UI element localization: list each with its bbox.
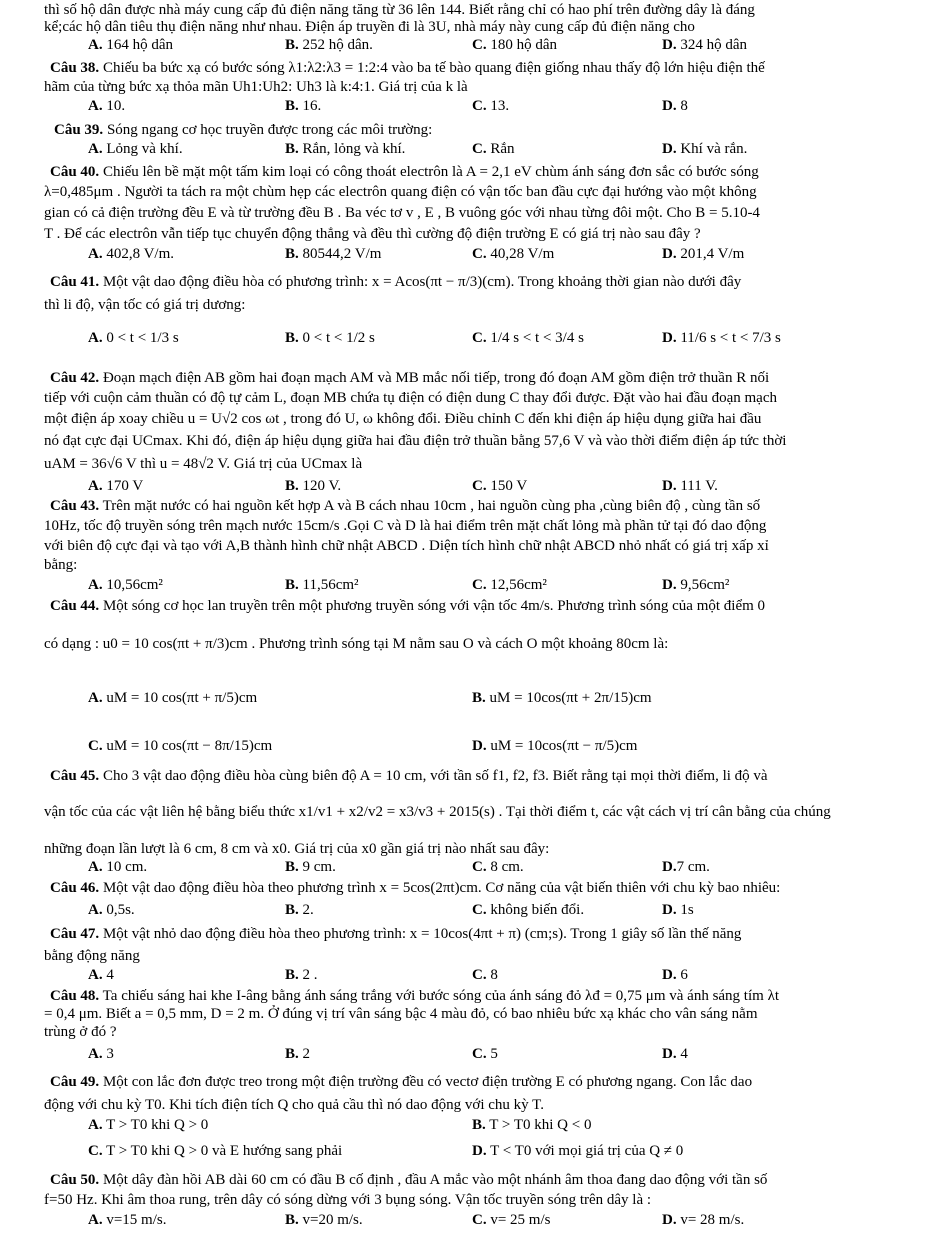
option-a[interactable] bbox=[88, 967, 114, 984]
option-b[interactable] bbox=[285, 141, 405, 158]
option-text: T > T0 khi Q > 0 và E hướng sang phải bbox=[102, 1143, 343, 1159]
option-a[interactable] bbox=[88, 690, 257, 707]
option-text: 12,56cm² bbox=[486, 577, 547, 593]
option-c[interactable] bbox=[472, 577, 547, 594]
option-letter: A. bbox=[88, 246, 103, 262]
question-text-line: gian có cả điện trường đều E và từ trường đều B . Ba véc tơ v , E , B vuông góc với nhau từng đôi một. Cho B = 5.10-4 bbox=[44, 205, 760, 221]
option-a[interactable] bbox=[88, 1212, 166, 1229]
option-letter: C. bbox=[472, 967, 487, 983]
option-letter: B. bbox=[472, 690, 486, 706]
question-text-line: với biên độ cực đại và tạo với A,B thành hình chữ nhật ABCD . Diện tích hình chữ nhật ABCD nhỏ nhất có giá trị xấp xỉ bbox=[44, 538, 769, 554]
option-d[interactable] bbox=[662, 37, 747, 54]
option-text: 16. bbox=[298, 98, 322, 114]
option-c[interactable] bbox=[472, 859, 524, 876]
question-text-line: kể;các hộ dân tiêu thụ điện năng như nhau. Điện áp truyền đi là 3U, nhà máy này cung cấp đủ điện năng cho bbox=[44, 19, 695, 35]
option-text: 2 bbox=[298, 1046, 311, 1062]
question-text-line: trùng ở đó ? bbox=[44, 1024, 117, 1040]
option-text: 13. bbox=[486, 98, 510, 114]
option-d[interactable] bbox=[662, 1212, 744, 1229]
option-a[interactable] bbox=[88, 330, 179, 347]
option-text: 170 V bbox=[102, 478, 144, 494]
question-text-line: tiếp với cuộn cảm thuần có độ tự cảm L, đoạn MB chứa tụ điện có điện dung C thay đổi được. Đặt vào hai đầu đoạn mạch bbox=[44, 390, 777, 406]
option-text: 402,8 V/m. bbox=[102, 246, 174, 262]
option-text: 324 hộ dân bbox=[676, 37, 748, 53]
option-letter: B. bbox=[285, 577, 299, 593]
option-text: 180 hộ dân bbox=[486, 37, 558, 53]
option-text: 11/6 s < t < 7/3 s bbox=[676, 330, 781, 346]
option-letter: A. bbox=[88, 478, 103, 494]
option-a[interactable] bbox=[88, 246, 174, 263]
question-number: Câu 46. bbox=[50, 880, 100, 896]
option-letter: C. bbox=[88, 1143, 103, 1159]
option-letter: C. bbox=[472, 1046, 487, 1062]
option-d[interactable] bbox=[472, 738, 637, 755]
option-text: 2 . bbox=[298, 967, 318, 983]
option-c[interactable] bbox=[472, 330, 584, 347]
option-c[interactable] bbox=[472, 1212, 550, 1229]
question-text: Ta chiếu sáng hai khe I-âng bằng ánh sáng trắng với bước sóng của ánh sáng đỏ λđ = 0,75 μm và ánh sáng tím λt bbox=[102, 988, 780, 1004]
option-letter: D. bbox=[472, 738, 487, 754]
option-c[interactable] bbox=[472, 1046, 498, 1063]
question-text-line: thì li độ, vận tốc có giá trị dương: bbox=[44, 297, 246, 313]
question-text: Trên mặt nước có hai nguồn kết hợp A và B cách nhau 10cm , hai nguồn cùng pha ,cùng biên độ , cùng tần số bbox=[102, 498, 761, 514]
option-text: v=15 m/s. bbox=[102, 1212, 167, 1228]
option-letter: B. bbox=[285, 859, 299, 875]
question-text-line bbox=[54, 122, 432, 139]
option-a[interactable] bbox=[88, 478, 143, 495]
question-number: Câu 43. bbox=[50, 498, 100, 514]
option-c[interactable] bbox=[472, 478, 527, 495]
option-d[interactable] bbox=[662, 246, 744, 263]
question-number: Câu 38. bbox=[50, 60, 100, 76]
option-text: 164 hộ dân bbox=[102, 37, 174, 53]
option-text: 111 V. bbox=[676, 478, 718, 494]
question-number: Câu 44. bbox=[50, 598, 100, 614]
option-letter: A. bbox=[88, 902, 103, 918]
question-text: Một con lắc đơn được treo trong một điện trường đều có vectơ điện trường E có phương ngang. Con lắc dao bbox=[102, 1074, 753, 1090]
option-d[interactable] bbox=[662, 902, 694, 919]
option-a[interactable] bbox=[88, 98, 125, 115]
option-letter: B. bbox=[285, 246, 299, 262]
option-letter: C. bbox=[472, 478, 487, 494]
question-text: Một vật dao động điều hòa theo phương trình x = 5cos(2πt)cm. Cơ năng của vật biến thiên với chu kỳ bao nhiêu: bbox=[102, 880, 781, 896]
option-b[interactable] bbox=[285, 859, 336, 876]
option-letter: D. bbox=[662, 902, 677, 918]
question-text-line: thì số hộ dân được nhà máy cung cấp đủ điện năng tăng từ 36 lên 144. Biết rằng chỉ có hao phí trên đường dây là đáng bbox=[44, 2, 755, 18]
option-d[interactable] bbox=[662, 967, 688, 984]
question-text-line: 10Hz, tốc độ truyền sóng trên mạch nước 15cm/s .Gọi C và D là hai điểm trên mặt chất lỏng mà phần tử tại đó dao động bbox=[44, 518, 767, 534]
option-letter: B. bbox=[285, 967, 299, 983]
question-text-line: một điện áp xoay chiều u = U√2 cos ωt , trong đó U, ω không đổi. Điều chỉnh C đến khi điện áp hiệu dụng giữa hai đầu bbox=[44, 411, 762, 427]
option-letter: A. bbox=[88, 859, 103, 875]
option-letter: C. bbox=[472, 37, 487, 53]
option-letter: B. bbox=[285, 478, 299, 494]
option-text: 0,5s. bbox=[102, 902, 135, 918]
option-text: 5 bbox=[486, 1046, 498, 1062]
option-c[interactable] bbox=[472, 37, 557, 54]
option-letter: D. bbox=[662, 1046, 677, 1062]
option-text: 252 hộ dân. bbox=[298, 37, 373, 53]
option-letter: C. bbox=[472, 859, 487, 875]
question-text-line: hãm của từng bức xạ thỏa mãn Uh1:Uh2: Uh3 là k:4:1. Giá trị của k là bbox=[44, 79, 468, 95]
option-text: 120 V. bbox=[298, 478, 342, 494]
question-number: Câu 39. bbox=[54, 122, 104, 138]
option-text: v= 25 m/s bbox=[486, 1212, 551, 1228]
question-text: Một sóng cơ học lan truyền trên một phương truyền sóng với vận tốc 4m/s. Phương trình sóng của một điểm 0 bbox=[102, 598, 766, 614]
option-letter: C. bbox=[472, 141, 487, 157]
question-text-line: f=50 Hz. Khi âm thoa rung, trên dây có sóng dừng với 3 bụng sóng. Vận tốc truyền sóng trên dây là : bbox=[44, 1192, 652, 1208]
option-letter: A. bbox=[88, 1046, 103, 1062]
option-letter: B. bbox=[285, 141, 299, 157]
option-b[interactable] bbox=[285, 1212, 363, 1229]
question-text: Chiếu ba bức xạ có bước sóng λ1:λ2:λ3 = 1:2:4 vào ba tế bào quang điện giống nhau thấy độ lớn hiệu điện thế bbox=[102, 60, 765, 76]
question-text-line: vận tốc của các vật liên hệ bằng biểu thức x1/v1 + x2/v2 = x3/v3 + 2015(s) . Tại thời điểm t, các vật cách vị trí cân bằng của chúng bbox=[44, 804, 831, 820]
option-a[interactable] bbox=[88, 902, 135, 919]
option-text: T > T0 khi Q > 0 bbox=[102, 1117, 209, 1133]
question-text-line bbox=[50, 498, 760, 515]
option-c[interactable] bbox=[472, 967, 498, 984]
option-b[interactable] bbox=[285, 330, 375, 347]
option-text: 3 bbox=[102, 1046, 114, 1062]
question-text-line: uAM = 36√6 V thì u = 48√2 V. Giá trị của UCmax là bbox=[44, 456, 363, 472]
question-text-line bbox=[50, 880, 780, 897]
question-text-line bbox=[50, 598, 765, 615]
option-letter: B. bbox=[285, 1212, 299, 1228]
option-letter: B. bbox=[285, 37, 299, 53]
option-text: T > T0 khi Q < 0 bbox=[485, 1117, 592, 1133]
question-number: Câu 41. bbox=[50, 274, 100, 290]
option-b[interactable] bbox=[285, 967, 318, 984]
question-text: Một vật dao động điều hòa có phương trình: x = Acos(πt − π/3)(cm). Trong khoảng thời gian nào dưới đây bbox=[102, 274, 742, 290]
option-d[interactable] bbox=[662, 577, 729, 594]
option-letter: A. bbox=[88, 1212, 103, 1228]
option-text: uM = 10cos(πt + 2π/15)cm bbox=[485, 690, 652, 706]
option-letter: B. bbox=[285, 98, 299, 114]
option-c[interactable] bbox=[88, 1143, 342, 1160]
option-letter: D. bbox=[662, 37, 677, 53]
question-number: Câu 50. bbox=[50, 1172, 100, 1188]
option-text: 0 < t < 1/2 s bbox=[298, 330, 375, 346]
option-text: 80544,2 V/m bbox=[298, 246, 382, 262]
option-c[interactable] bbox=[88, 738, 272, 755]
option-text: Rắn, lỏng và khí. bbox=[298, 141, 406, 157]
option-letter: C. bbox=[472, 246, 487, 262]
option-letter: D. bbox=[662, 141, 677, 157]
option-text: 150 V bbox=[486, 478, 528, 494]
question-text-line: có dạng : u0 = 10 cos(πt + π/3)cm . Phương trình sóng tại M nằm sau O và cách O một khoảng 80cm là: bbox=[44, 636, 669, 652]
option-text: 7 cm. bbox=[676, 859, 710, 875]
option-letter: A. bbox=[88, 690, 103, 706]
option-text: 4 bbox=[102, 967, 114, 983]
option-a[interactable] bbox=[88, 577, 163, 594]
option-text: 4 bbox=[676, 1046, 688, 1062]
question-text-line: động với chu kỳ T0. Khi tích điện tích Q cho quả cầu thì nó dao động với chu kỳ T. bbox=[44, 1097, 544, 1113]
option-text: 9 cm. bbox=[298, 859, 336, 875]
option-letter: B. bbox=[285, 902, 299, 918]
option-letter: D. bbox=[662, 478, 677, 494]
question-text-line bbox=[50, 1074, 752, 1091]
question-text: Một dây đàn hồi AB dài 60 cm có đầu B cố định , đầu A mắc vào một nhánh âm thoa đang dao động với tần số bbox=[102, 1172, 768, 1188]
question-text-line bbox=[50, 988, 779, 1005]
question-text-line bbox=[50, 274, 741, 291]
option-text: Khí và rắn. bbox=[676, 141, 748, 157]
option-letter: C. bbox=[88, 738, 103, 754]
question-text-line: T . Để các electrôn vẫn tiếp tục chuyển động thẳng và đều thì cường độ điện trường E có giá trị nào sau đây ? bbox=[44, 226, 701, 242]
option-d[interactable] bbox=[662, 330, 781, 347]
option-letter: B. bbox=[285, 330, 299, 346]
option-c[interactable] bbox=[472, 246, 554, 263]
question-number: Câu 45. bbox=[50, 768, 100, 784]
question-text-line bbox=[50, 164, 759, 181]
option-letter: C. bbox=[472, 330, 487, 346]
option-letter: A. bbox=[88, 330, 103, 346]
option-text: 201,4 V/m bbox=[676, 246, 745, 262]
option-b[interactable] bbox=[285, 577, 359, 594]
option-text: 8 cm. bbox=[486, 859, 524, 875]
option-letter: D. bbox=[662, 98, 677, 114]
option-text: v= 28 m/s. bbox=[676, 1212, 745, 1228]
option-b[interactable] bbox=[285, 98, 321, 115]
option-c[interactable] bbox=[472, 141, 515, 158]
option-letter: A. bbox=[88, 141, 103, 157]
option-text: 10 cm. bbox=[102, 859, 148, 875]
question-text-line: nó đạt cực đại UCmax. Khi đó, điện áp hiệu dụng giữa hai đầu điện trở thuần bằng 57,6 V và vào thời điểm điện áp tức thời bbox=[44, 433, 787, 449]
option-d[interactable] bbox=[662, 859, 710, 876]
option-letter: B. bbox=[285, 1046, 299, 1062]
option-text: uM = 10 cos(πt + π/5)cm bbox=[102, 690, 258, 706]
option-text: 8 bbox=[676, 98, 688, 114]
option-text: 11,56cm² bbox=[298, 577, 359, 593]
option-a[interactable] bbox=[88, 1046, 114, 1063]
option-text: 1s bbox=[676, 902, 694, 918]
option-b[interactable] bbox=[285, 37, 373, 54]
option-text: không biến đổi. bbox=[486, 902, 585, 918]
option-letter: D. bbox=[662, 967, 677, 983]
option-letter: A. bbox=[88, 1117, 103, 1133]
question-text-line: bằng: bbox=[44, 557, 78, 573]
question-text-line bbox=[50, 768, 768, 785]
option-b[interactable] bbox=[472, 1117, 591, 1134]
question-text: Một vật nhỏ dao động điều hòa theo phương trình: x = 10cos(4πt + π) (cm;s). Trong 1 giây số lần thế năng bbox=[102, 926, 742, 942]
question-text: Đoạn mạch điện AB gồm hai đoạn mạch AM và MB mắc nối tiếp, trong đó đoạn AM gồm điện trở thuần R nối bbox=[102, 370, 770, 386]
option-b[interactable] bbox=[285, 246, 381, 263]
option-letter: A. bbox=[88, 37, 103, 53]
option-text: 10,56cm² bbox=[102, 577, 163, 593]
question-text-line: λ=0,485μm . Người ta tách ra một chùm hẹp các electrôn quang điện có vận tốc ban đầu cực đại hướng vào một không bbox=[44, 184, 757, 200]
option-b[interactable] bbox=[285, 902, 314, 919]
question-text: Cho 3 vật dao động điều hòa cùng biên độ A = 10 cm, với tần số f1, f2, f3. Biết rằng tại mọi thời điểm, li độ và bbox=[102, 768, 768, 784]
option-text: 1/4 s < t < 3/4 s bbox=[486, 330, 584, 346]
option-b[interactable] bbox=[285, 1046, 310, 1063]
option-a[interactable] bbox=[88, 1117, 208, 1134]
option-a[interactable] bbox=[88, 859, 147, 876]
option-d[interactable] bbox=[472, 1143, 683, 1160]
option-text: 8 bbox=[486, 967, 498, 983]
question-number: Câu 48. bbox=[50, 988, 100, 1004]
option-text: 6 bbox=[676, 967, 688, 983]
option-c[interactable] bbox=[472, 98, 509, 115]
question-number: Câu 40. bbox=[50, 164, 100, 180]
option-text: Rắn bbox=[486, 141, 515, 157]
option-a[interactable] bbox=[88, 37, 173, 54]
option-letter: D. bbox=[662, 246, 677, 262]
option-letter: D. bbox=[662, 859, 677, 875]
option-letter: C. bbox=[472, 577, 487, 593]
option-text: uM = 10 cos(πt − 8π/15)cm bbox=[102, 738, 273, 754]
option-text: 40,28 V/m bbox=[486, 246, 555, 262]
question-text-line: những đoạn lần lượt là 6 cm, 8 cm và x0. Giá trị của x0 gần giá trị nào nhất sau đây: bbox=[44, 841, 550, 857]
option-text: Lỏng và khí. bbox=[102, 141, 183, 157]
option-letter: C. bbox=[472, 1212, 487, 1228]
option-text: 2. bbox=[298, 902, 314, 918]
question-text: Chiếu lên bề mặt một tấm kim loại có công thoát electrôn là A = 2,1 eV chùm ánh sáng đơn sắc có bước sóng bbox=[102, 164, 759, 180]
question-text-line bbox=[50, 60, 765, 77]
option-text: uM = 10cos(πt − π/5)cm bbox=[486, 738, 638, 754]
option-text: T < T0 với mọi giá trị của Q ≠ 0 bbox=[486, 1143, 684, 1159]
option-text: 9,56cm² bbox=[676, 577, 730, 593]
option-d[interactable] bbox=[662, 141, 747, 158]
question-text-line: = 0,4 μm. Biết a = 0,5 mm, D = 2 m. Ở đúng vị trí vân sáng bậc 4 màu đỏ, có bao nhiêu bức xạ khác cho vân sáng nằm bbox=[44, 1006, 758, 1022]
option-letter: D. bbox=[472, 1143, 487, 1159]
option-b[interactable] bbox=[285, 478, 341, 495]
question-text-line: bằng động năng bbox=[44, 948, 140, 964]
option-text: 0 < t < 1/3 s bbox=[102, 330, 179, 346]
question-text: Sóng ngang cơ học truyền được trong các môi trường: bbox=[106, 122, 433, 138]
option-d[interactable] bbox=[662, 478, 718, 495]
option-a[interactable] bbox=[88, 141, 183, 158]
option-letter: D. bbox=[662, 330, 677, 346]
question-number: Câu 49. bbox=[50, 1074, 100, 1090]
option-text: 10. bbox=[102, 98, 126, 114]
question-text-line bbox=[50, 370, 769, 387]
option-letter: B. bbox=[472, 1117, 486, 1133]
option-text: v=20 m/s. bbox=[298, 1212, 363, 1228]
option-d[interactable] bbox=[662, 98, 688, 115]
option-letter: A. bbox=[88, 98, 103, 114]
question-text-line bbox=[50, 1172, 767, 1189]
option-letter: C. bbox=[472, 98, 487, 114]
option-letter: C. bbox=[472, 902, 487, 918]
option-letter: D. bbox=[662, 1212, 677, 1228]
option-letter: D. bbox=[662, 577, 677, 593]
question-number: Câu 47. bbox=[50, 926, 100, 942]
option-d[interactable] bbox=[662, 1046, 688, 1063]
option-letter: A. bbox=[88, 577, 103, 593]
option-letter: A. bbox=[88, 967, 103, 983]
question-number: Câu 42. bbox=[50, 370, 100, 386]
option-c[interactable] bbox=[472, 902, 584, 919]
question-text-line bbox=[50, 926, 741, 943]
option-b[interactable] bbox=[472, 690, 652, 707]
